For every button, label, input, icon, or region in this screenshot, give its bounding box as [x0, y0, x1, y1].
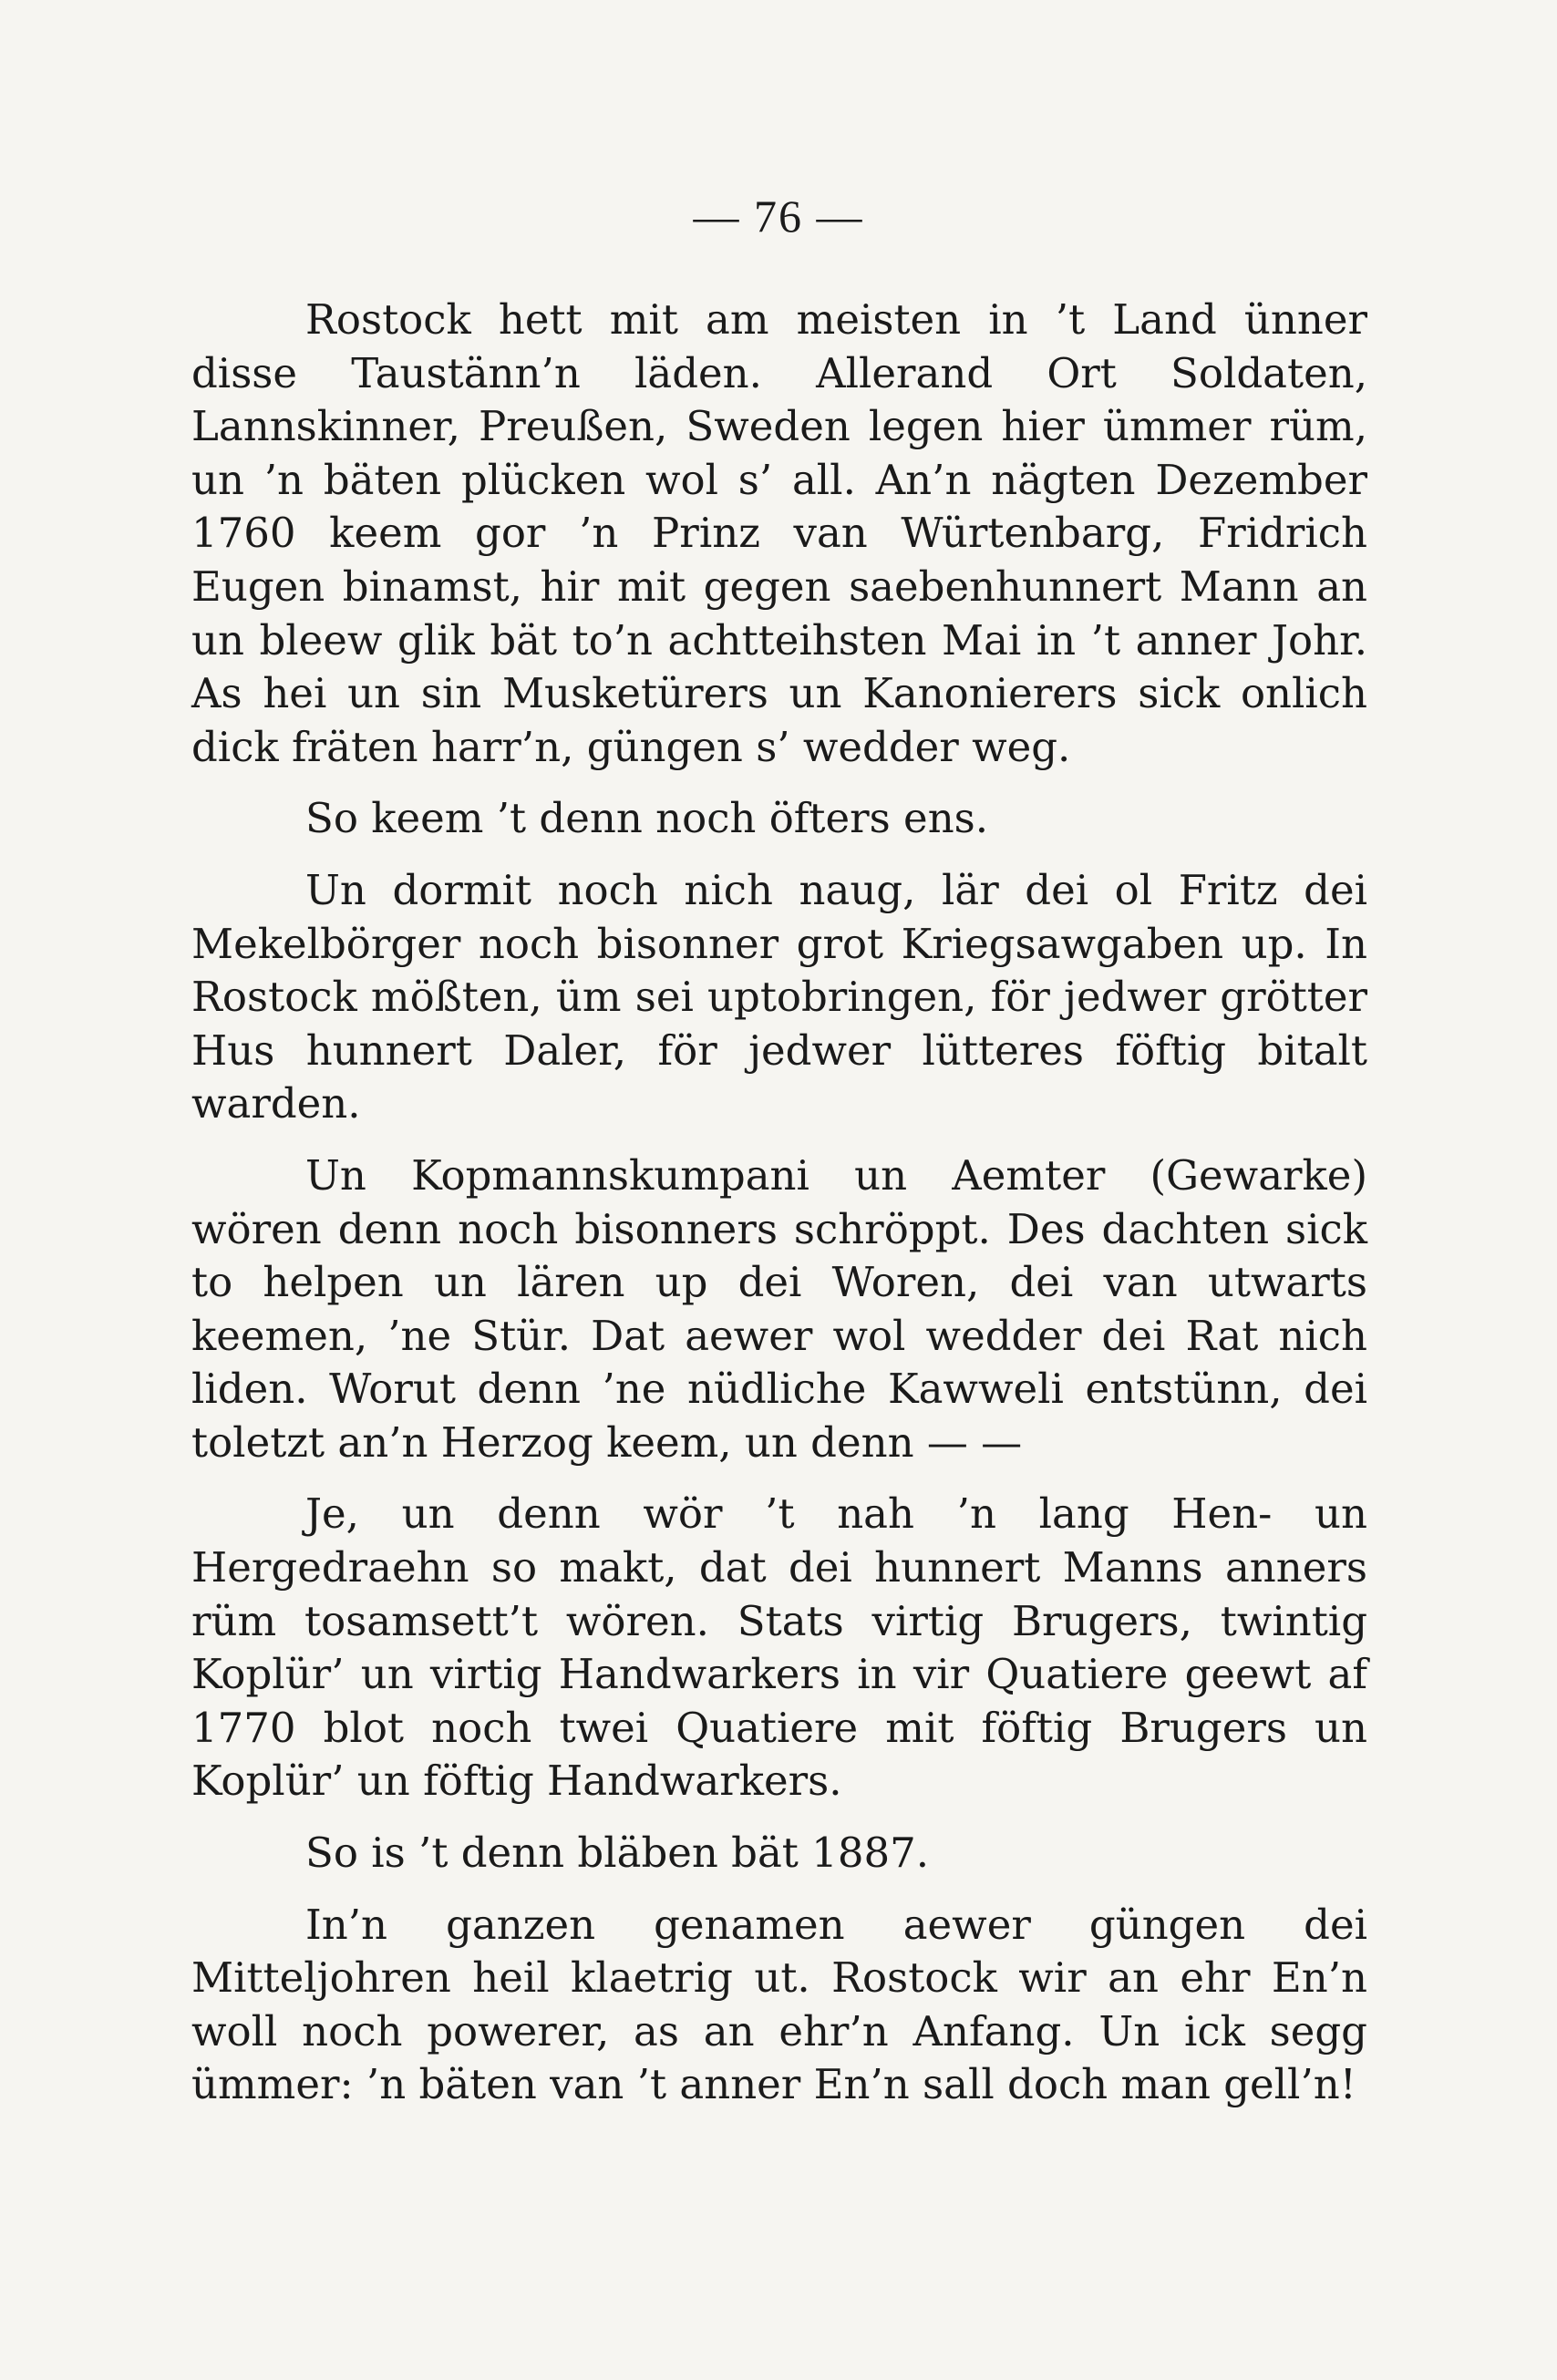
paragraph: So keem ’t denn noch öfters ens. [305, 794, 989, 843]
paragraph: Un dormit noch nich naug, lär dei ol Fritz dei Mekelbörger noch bisonner grot Kriegsawgaben up. In Rostock mößten, üm sei uptobringen, för jedwer grötter Hus hunnert Daler, för jedwer lütteres föftig bitalt warden. [191, 865, 1367, 1128]
paragraph: So is ’t denn bläben bät 1887. [305, 1829, 930, 1878]
paragraph: In’n ganzen genamen aewer güngen dei Mitteljohren heil klaetrig ut. Rostock wir an ehr En’n woll noch powerer, as an ehr’n Anfang. Un ick segg ümmer: ’n bäten van ’t anner En’n sall doch man gell’n! [191, 1900, 1367, 2109]
page-number: — 76 — [693, 191, 864, 242]
paragraph: Un Kopmannskumpani un Aemter (Gewarke) wören denn noch bisonners schröppt. Des dachten sick to helpen un lären up dei Woren, dei van utwarts keemen, ’ne Stür. Dat aewer wol wedder dei Rat nich liden. Worut denn ’ne nüdliche Kawweli entstünn, dei toletzt an’n Herzog keem, un denn — — [191, 1150, 1367, 1467]
body-text [191, 294, 1367, 2130]
paragraph: Rostock hett mit am meisten in ’t Land ünner disse Taustänn’n läden. Allerand Ort Soldaten, Lannskinner, Preußen, Sweden legen hier ümmer rüm, un ’n bäten plücken wol s’ all. An’n nägten Dezember 1760 keem gor ’n Prinz van Würtenbarg, Fridrich Eugen binamst, hir mit gegen saebenhunnert Mann an un bleew glik bät to’n achtteihsten Mai in ’t anner Johr. As hei un sin Musketürers un Kanonierers sick onlich dick fräten harr’n, güngen s’ wedder weg. [191, 295, 1367, 771]
paragraph: Je, un denn wör ’t nah ’n lang Hen- un Hergedraehn so makt, dat dei hunnert Manns anners rüm tosamsett’t wören. Stats virtig Brugers, twintig Koplür’ un virtig Handwarkers in vir Quatiere geewt af 1770 blot noch twei Quatiere mit föftig Brugers un Koplür’ un föftig Handwarkers. [191, 1489, 1367, 1806]
